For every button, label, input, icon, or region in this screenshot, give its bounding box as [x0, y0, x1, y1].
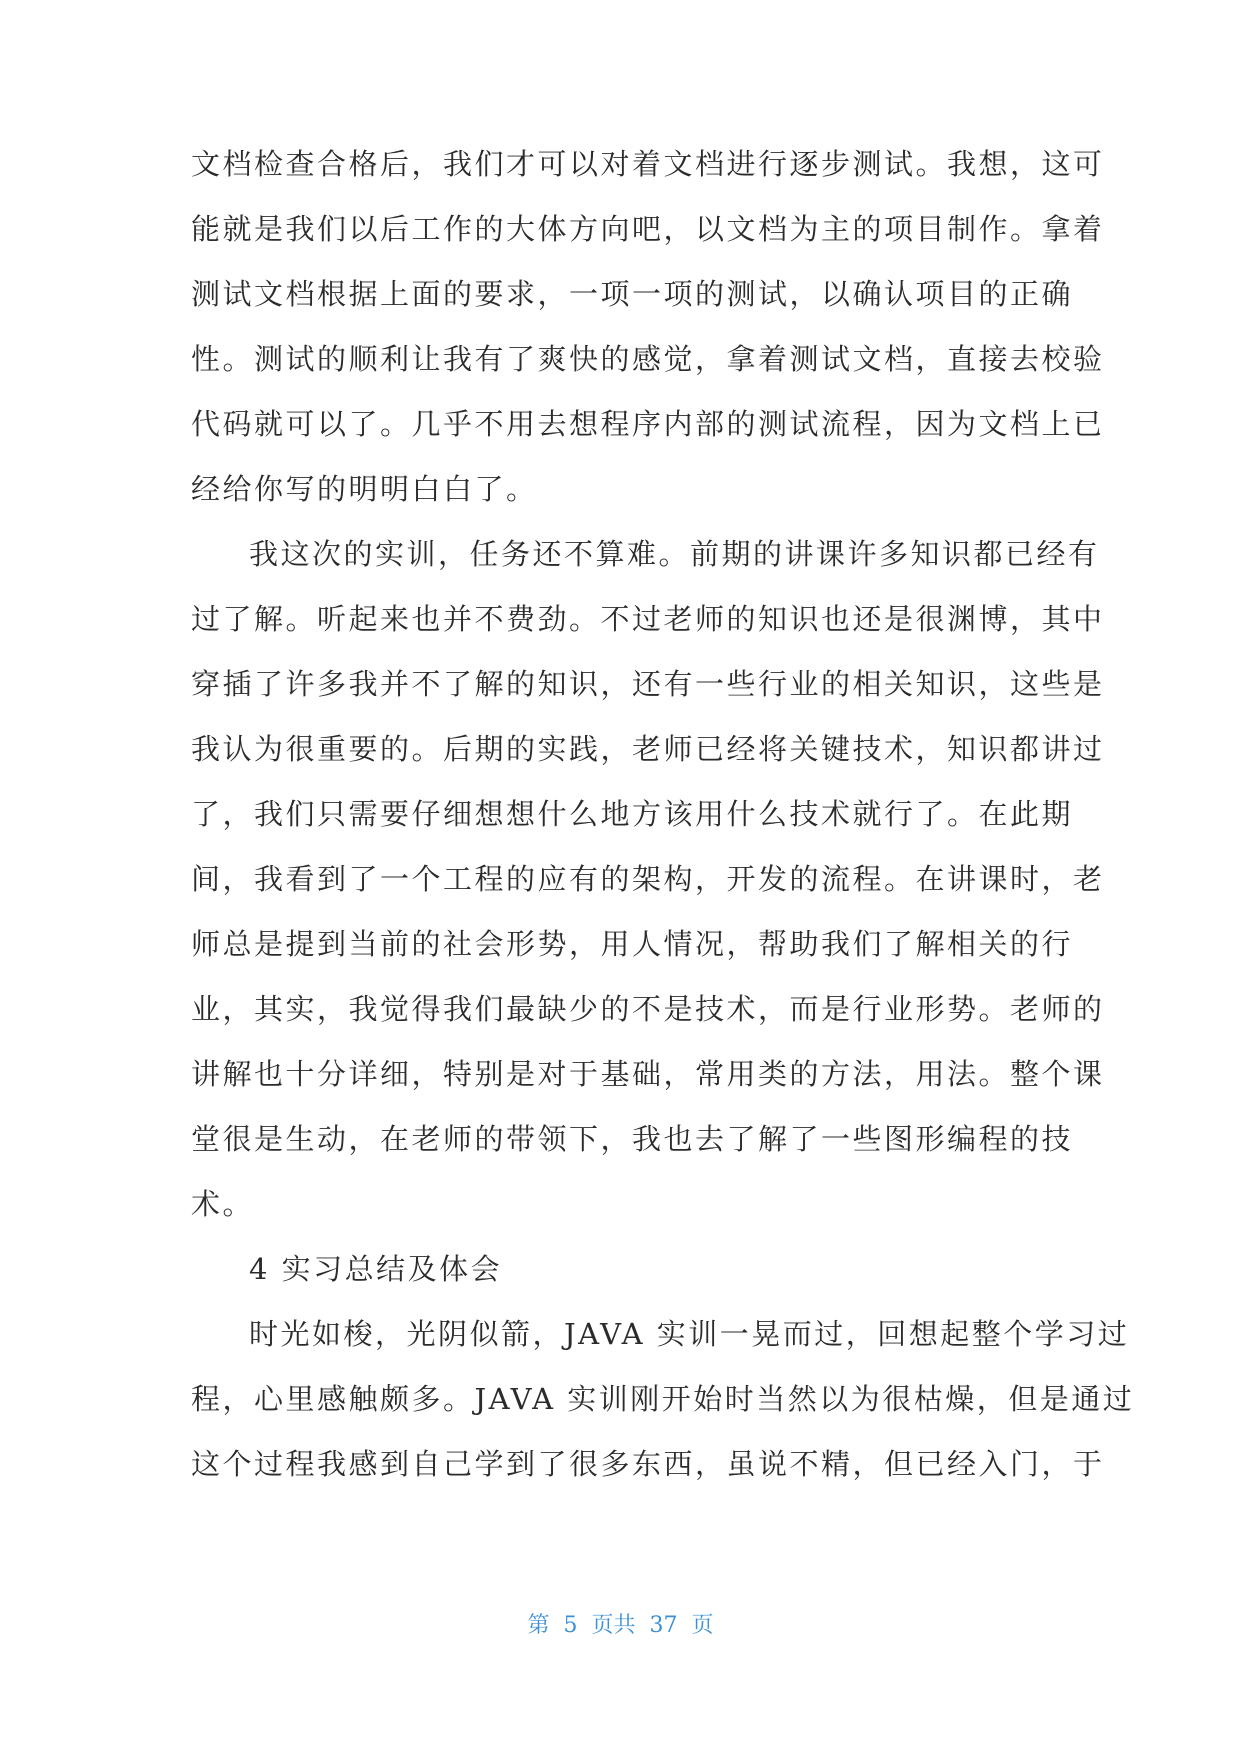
text-line: 时光如梭，光阴似箭，JAVA 实训一晃而过，回想起整个学习过	[249, 1317, 1130, 1351]
text-line: 讲解也十分详细，特别是对于基础，常用类的方法，用法。整个课	[191, 1057, 1105, 1091]
text-line: 测试文档根据上面的要求，一项一项的测试，以确认项目的正确	[191, 277, 1074, 311]
text-line: 业，其实，我觉得我们最缺少的不是技术，而是行业形势。老师的	[191, 992, 1105, 1026]
text-line: 性。测试的顺利让我有了爽快的感觉，拿着测试文档，直接去校验	[191, 342, 1105, 376]
text-line: 能就是我们以后工作的大体方向吧，以文档为主的项目制作。拿着	[191, 212, 1105, 246]
text-line: 经给你写的明明白白了。	[191, 472, 538, 506]
text-line: 这个过程我感到自己学到了很多东西，虽说不精，但已经入门，于	[191, 1447, 1105, 1481]
text-line: 我认为很重要的。后期的实践，老师已经将关键技术，知识都讲过	[191, 732, 1105, 766]
page-number-footer: 第 5 页共 37 页	[527, 1613, 714, 1638]
text-line: 穿插了许多我并不了解的知识，还有一些行业的相关知识，这些是	[191, 667, 1105, 701]
text-line: 代码就可以了。几乎不用去想程序内部的测试流程，因为文档上已	[191, 407, 1105, 441]
text-line: 了，我们只需要仔细想想什么地方该用什么技术就行了。在此期	[191, 797, 1074, 831]
text-line: 术。	[191, 1187, 255, 1221]
text-line: 师总是提到当前的社会形势，用人情况，帮助我们了解相关的行	[191, 927, 1074, 961]
text-line: 过了解。听起来也并不费劲。不过老师的知识也还是很渊博，其中	[191, 602, 1105, 636]
text-line: 文档检查合格后，我们才可以对着文档进行逐步测试。我想，这可	[191, 147, 1105, 181]
body-text	[191, 132, 1135, 1497]
section-heading: 4 实习总结及体会	[249, 1252, 503, 1286]
text-line: 程，心里感触颇多。JAVA 实训刚开始时当然以为很枯燥，但是通过	[191, 1382, 1135, 1416]
text-line: 堂很是生动，在老师的带领下，我也去了解了一些图形编程的技	[191, 1122, 1074, 1156]
text-line: 间，我看到了一个工程的应有的架构，开发的流程。在讲课时，老	[191, 862, 1105, 896]
text-line: 我这次的实训，任务还不算难。前期的讲课许多知识都已经有	[249, 537, 1100, 571]
